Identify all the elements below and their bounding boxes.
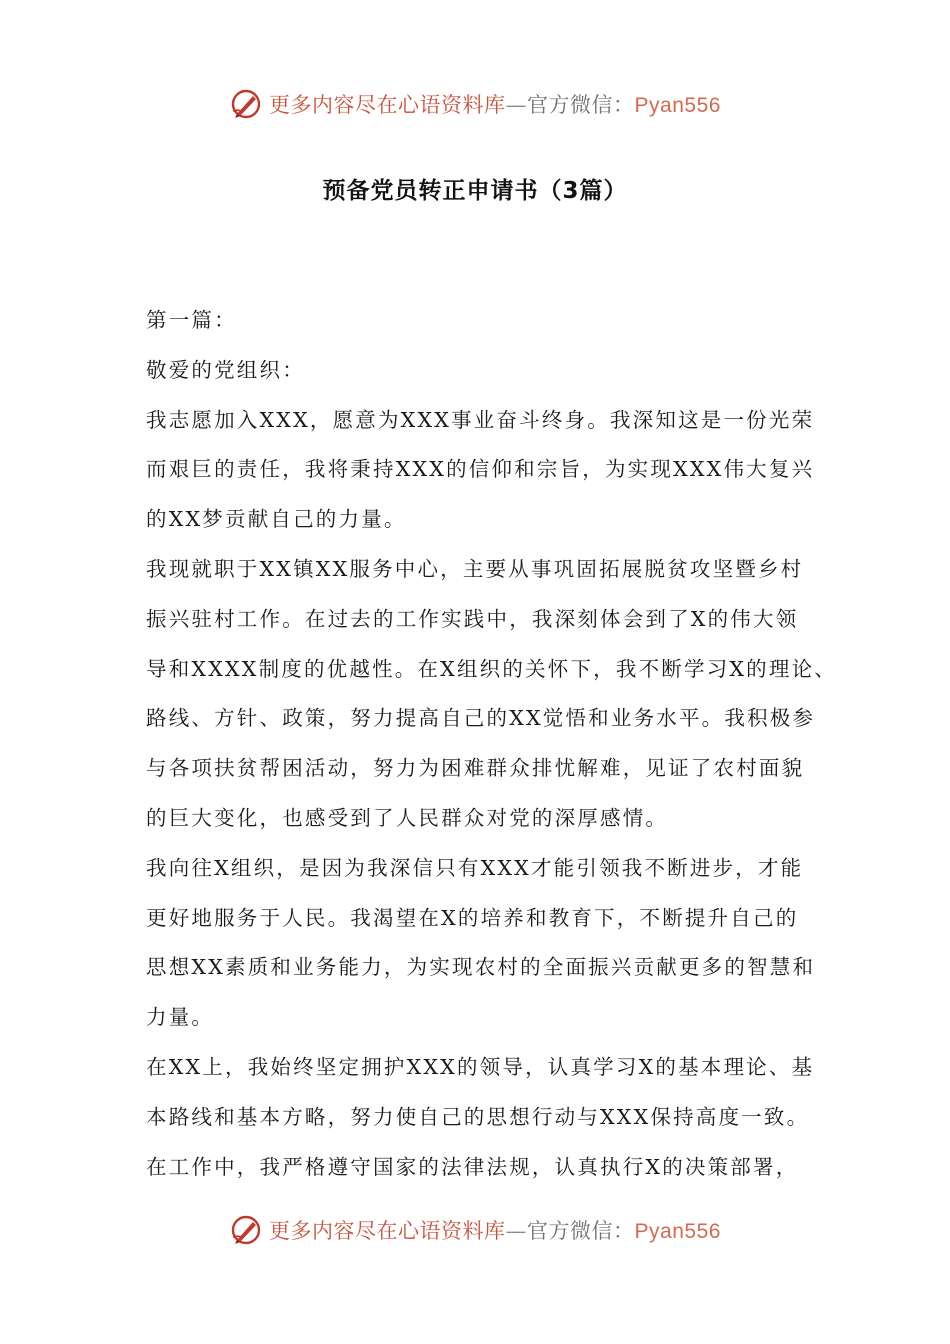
banner-dash: — [505,1219,528,1243]
document-body [146,296,836,1192]
banner-dash: — [505,93,528,117]
text-line: 我现就职于XX镇XX服务中心，主要从事巩固拓展脱贫攻坚暨乡村 [146,556,804,581]
text-line: 力量。 [146,1005,215,1030]
banner-text [269,1215,721,1245]
text-line: 敬爱的党组织： [146,357,305,382]
banner-text [269,89,721,119]
text-line: 更好地服务于人民。我渴望在X的培养和教育下，不断提升自己的 [146,905,799,930]
text-line: 思想XX素质和业务能力，为实现农村的全面振兴贡献更多的智慧和 [146,955,816,980]
banner-wechat-handle: Pyan556 [634,1220,721,1243]
banner-wechat-label: 官方微信： [527,1219,635,1243]
text-line: 而艰巨的责任，我将秉持XXX的信仰和宗旨，为实现XXX伟大复兴 [146,457,815,482]
footer-banner [0,1210,950,1250]
text-line: 振兴驻村工作。在过去的工作实践中，我深刻体会到了X的伟大领 [146,606,799,631]
text-line: 的XX梦贡献自己的力量。 [146,507,407,532]
text-line: 路线、方针、政策，努力提高自己的XX觉悟和业务水平。我积极参 [146,706,816,731]
banner-slogan: 更多内容尽在心语资料库 [269,1219,506,1243]
text-line: 与各项扶贫帮困活动，努力为困难群众排忧解难，见证了农村面貌 [146,756,805,781]
banner-wechat-handle: Pyan556 [634,94,721,117]
text-line: 第一篇： [146,308,237,332]
text-line: 在工作中，我严格遵守国家的法律法规，认真执行X的决策部署， [146,1154,799,1179]
banner-slogan: 更多内容尽在心语资料库 [269,93,506,117]
text-line: 导和XXXX制度的优越性。在X组织的关怀下，我不断学习X的理论、 [146,656,837,681]
text-line: 本路线和基本方略，努力使自己的思想行动与XXX保持高度一致。 [146,1104,810,1129]
pen-logo-icon [229,1213,263,1247]
text-line: 在XX上，我始终坚定拥护XXX的领导，认真学习X的基本理论、基 [146,1054,815,1079]
header-banner [0,84,950,124]
text-line: 的巨大变化，也感受到了人民群众对党的深厚感情。 [146,805,669,830]
banner-wechat-label: 官方微信： [527,93,635,117]
document-title: 预备党员转正申请书（3篇） [322,178,628,204]
text-line: 我志愿加入XXX，愿意为XXX事业奋斗终身。我深知这是一份光荣 [146,407,815,432]
pen-logo-icon [229,87,263,121]
text-line: 我向往X组织，是因为我深信只有XXX才能引领我不断进步，才能 [146,855,804,880]
